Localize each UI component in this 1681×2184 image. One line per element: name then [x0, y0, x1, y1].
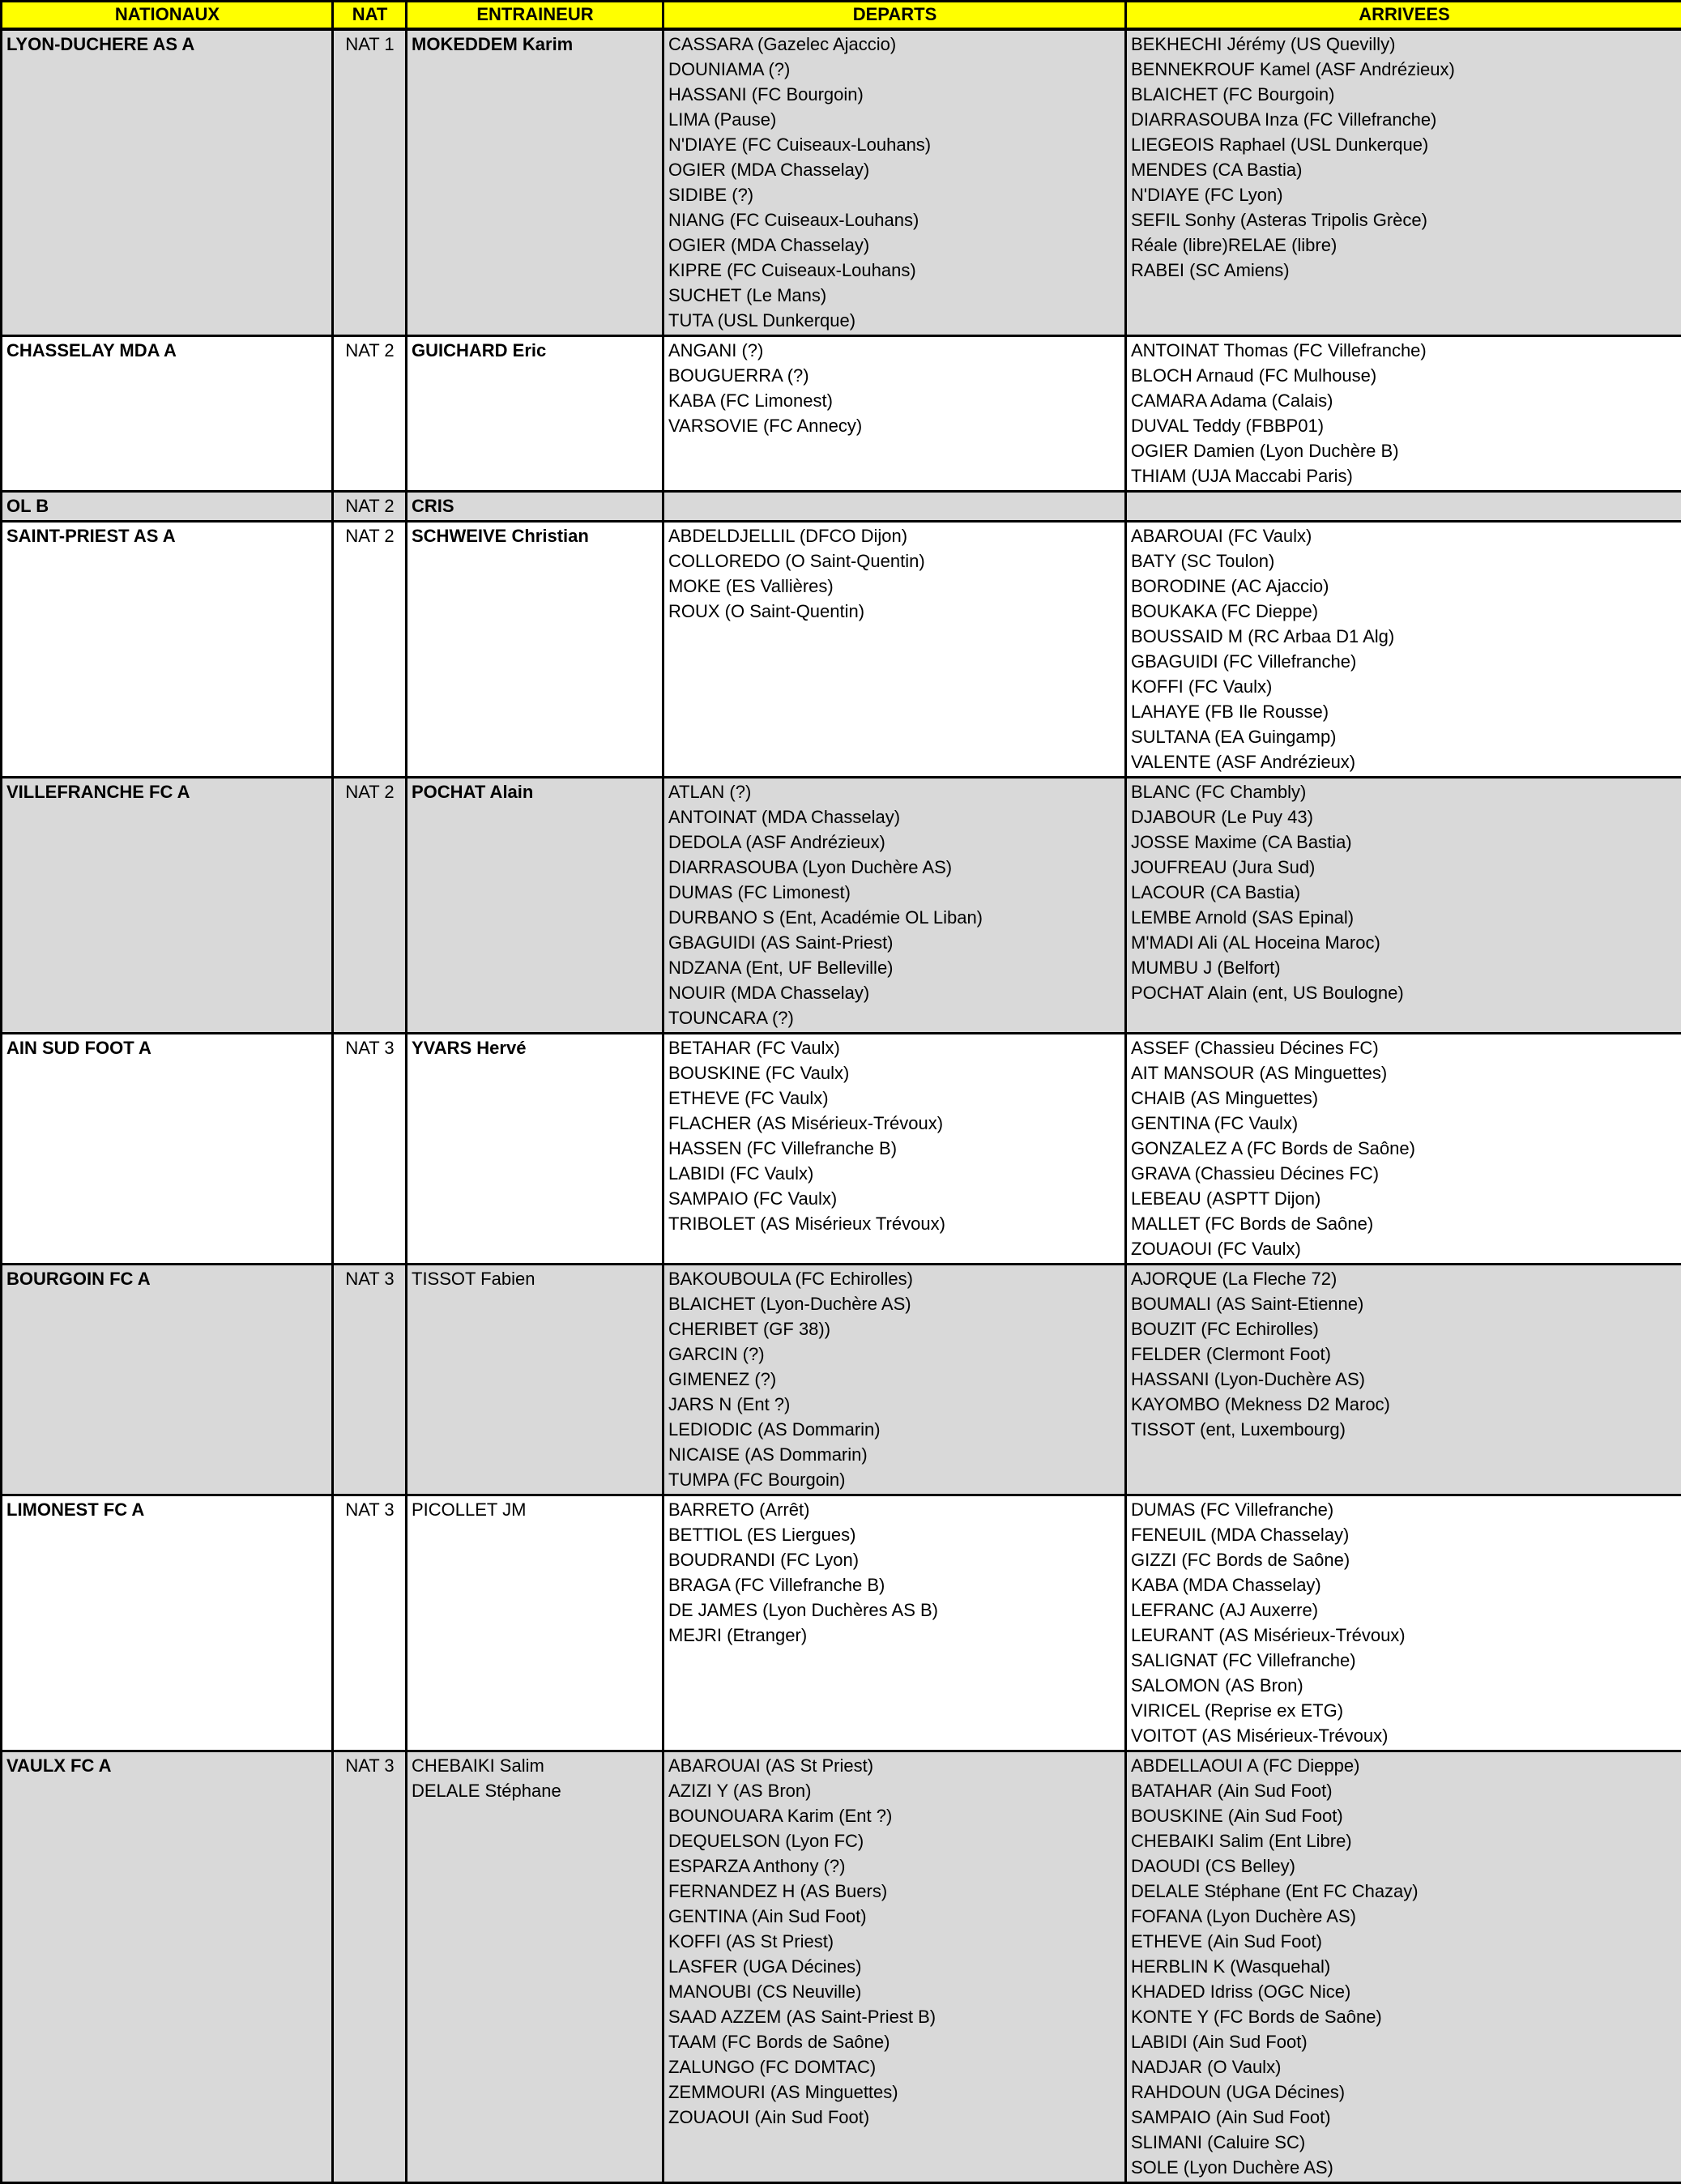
arrivees-cell [1126, 336, 1681, 492]
depart-entry: SAMPAIO (FC Vaulx) [668, 1186, 1121, 1211]
depart-entry: DIARRASOUBA (Lyon Duchère AS) [668, 855, 1121, 880]
coach-cell [407, 1751, 663, 2183]
club-cell: VAULX FC A [2, 1751, 333, 2183]
arrivee-entry: BEKHECHI Jérémy (US Quevilly) [1131, 32, 1678, 57]
coach-cell [407, 778, 663, 1034]
coach-name: SCHWEIVE Christian [412, 523, 659, 548]
depart-entry: TOUNCARA (?) [668, 1005, 1121, 1030]
depart-entry: SAAD AZZEM (AS Saint-Priest B) [668, 2004, 1121, 2029]
nat-cell: NAT 2 [333, 778, 407, 1034]
departs-cell [663, 492, 1126, 522]
nat-cell: NAT 3 [333, 1265, 407, 1495]
coach-name: CRIS [412, 493, 659, 518]
arrivee-entry: FELDER (Clermont Foot) [1131, 1342, 1678, 1367]
arrivee-entry: JOSSE Maxime (CA Bastia) [1131, 830, 1678, 855]
table-row [2, 1495, 1681, 1751]
arrivee-entry: GIZZI (FC Bords de Saône) [1131, 1547, 1678, 1572]
arrivee-entry: HASSANI (Lyon-Duchère AS) [1131, 1367, 1678, 1392]
depart-entry: KABA (FC Limonest) [668, 388, 1121, 413]
depart-entry: BOUNOUARA Karim (Ent ?) [668, 1803, 1121, 1828]
depart-entry: AZIZI Y (AS Bron) [668, 1778, 1121, 1803]
arrivee-entry: HERBLIN K (Wasquehal) [1131, 1954, 1678, 1979]
depart-entry: LEDIODIC (AS Dommarin) [668, 1417, 1121, 1442]
arrivee-entry: SEFIL Sonhy (Asteras Tripolis Grèce) [1131, 207, 1678, 232]
club-cell: VILLEFRANCHE FC A [2, 778, 333, 1034]
header-nat: NAT [333, 2, 407, 30]
arrivee-entry: CHEBAIKI Salim (Ent Libre) [1131, 1828, 1678, 1853]
header-entraineur: ENTRAINEUR [407, 2, 663, 30]
nat-cell: NAT 3 [333, 1034, 407, 1265]
depart-entry: ESPARZA Anthony (?) [668, 1853, 1121, 1879]
arrivee-entry: SOLE (Lyon Duchère AS) [1131, 2155, 1678, 2180]
depart-entry: BOUGUERRA (?) [668, 363, 1121, 388]
arrivee-entry: LEMBE Arnold (SAS Epinal) [1131, 905, 1678, 930]
nat-cell: NAT 3 [333, 1751, 407, 2183]
arrivee-entry: M'MADI Ali (AL Hoceina Maroc) [1131, 930, 1678, 955]
arrivee-entry: FOFANA (Lyon Duchère AS) [1131, 1904, 1678, 1929]
arrivee-entry: KAYOMBO (Mekness D2 Maroc) [1131, 1392, 1678, 1417]
departs-cell [663, 336, 1126, 492]
arrivee-entry: ABAROUAI (FC Vaulx) [1131, 523, 1678, 548]
departs-cell [663, 29, 1126, 336]
table-row [2, 336, 1681, 492]
arrivee-entry: DAOUDI (CS Belley) [1131, 1853, 1678, 1879]
arrivees-cell [1126, 778, 1681, 1034]
arrivee-entry: GONZALEZ A (FC Bords de Saône) [1131, 1136, 1678, 1161]
arrivees-cell [1126, 1265, 1681, 1495]
depart-entry: TUMPA (FC Bourgoin) [668, 1467, 1121, 1492]
depart-entry: ATLAN (?) [668, 779, 1121, 804]
arrivees-cell [1126, 29, 1681, 336]
depart-entry: DUMAS (FC Limonest) [668, 880, 1121, 905]
arrivee-entry: LEFRANC (AJ Auxerre) [1131, 1597, 1678, 1623]
coach-name: GUICHARD Eric [412, 338, 659, 363]
depart-entry: DURBANO S (Ent, Académie OL Liban) [668, 905, 1121, 930]
arrivee-entry: DUMAS (FC Villefranche) [1131, 1497, 1678, 1522]
depart-entry: GBAGUIDI (AS Saint-Priest) [668, 930, 1121, 955]
depart-entry: JARS N (Ent ?) [668, 1392, 1121, 1417]
depart-entry: DEDOLA (ASF Andrézieux) [668, 830, 1121, 855]
arrivee-entry: ETHEVE (Ain Sud Foot) [1131, 1929, 1678, 1954]
depart-entry: CASSARA (Gazelec Ajaccio) [668, 32, 1121, 57]
arrivee-entry: KABA (MDA Chasselay) [1131, 1572, 1678, 1597]
nat-cell: NAT 2 [333, 522, 407, 778]
arrivee-entry: SAMPAIO (Ain Sud Foot) [1131, 2105, 1678, 2130]
club-cell: LIMONEST FC A [2, 1495, 333, 1751]
arrivee-entry: DIARRASOUBA Inza (FC Villefranche) [1131, 107, 1678, 132]
club-cell: AIN SUD FOOT A [2, 1034, 333, 1265]
depart-entry: ABAROUAI (AS St Priest) [668, 1753, 1121, 1778]
depart-entry: SUCHET (Le Mans) [668, 283, 1121, 308]
depart-entry: DE JAMES (Lyon Duchères AS B) [668, 1597, 1121, 1623]
arrivee-entry: VALENTE (ASF Andrézieux) [1131, 749, 1678, 774]
table-row [2, 1265, 1681, 1495]
arrivee-entry: ANTOINAT Thomas (FC Villefranche) [1131, 338, 1678, 363]
arrivee-entry: BLOCH Arnaud (FC Mulhouse) [1131, 363, 1678, 388]
nat-cell: NAT 2 [333, 492, 407, 522]
arrivee-entry: THIAM (UJA Maccabi Paris) [1131, 463, 1678, 488]
arrivee-entry: VOITOT (AS Misérieux-Trévoux) [1131, 1723, 1678, 1748]
arrivees-cell [1126, 522, 1681, 778]
arrivee-entry: ABDELLAOUI A (FC Dieppe) [1131, 1753, 1678, 1778]
header-arrivees: ARRIVEES [1126, 2, 1681, 30]
depart-entry: ZOUAOUI (Ain Sud Foot) [668, 2105, 1121, 2130]
depart-entry: NDZANA (Ent, UF Belleville) [668, 955, 1121, 980]
depart-entry: BETAHAR (FC Vaulx) [668, 1035, 1121, 1060]
depart-entry: LASFER (UGA Décines) [668, 1954, 1121, 1979]
arrivee-entry: SULTANA (EA Guingamp) [1131, 724, 1678, 749]
depart-entry: NICAISE (AS Dommarin) [668, 1442, 1121, 1467]
table-row [2, 778, 1681, 1034]
depart-entry: MANOUBI (CS Neuville) [668, 1979, 1121, 2004]
arrivee-entry: BORODINE (AC Ajaccio) [1131, 574, 1678, 599]
arrivee-entry: GRAVA (Chassieu Décines FC) [1131, 1161, 1678, 1186]
arrivee-entry: KOFFI (FC Vaulx) [1131, 674, 1678, 699]
depart-entry: TRIBOLET (AS Misérieux Trévoux) [668, 1211, 1121, 1236]
arrivee-entry: BENNEKROUF Kamel (ASF Andrézieux) [1131, 57, 1678, 82]
coach-name: POCHAT Alain [412, 779, 659, 804]
arrivee-entry: LEBEAU (ASPTT Dijon) [1131, 1186, 1678, 1211]
departs-cell [663, 1034, 1126, 1265]
depart-entry: COLLOREDO (O Saint-Quentin) [668, 548, 1121, 574]
depart-entry: GIMENEZ (?) [668, 1367, 1121, 1392]
arrivee-entry: AIT MANSOUR (AS Minguettes) [1131, 1060, 1678, 1086]
arrivee-entry: DJABOUR (Le Puy 43) [1131, 804, 1678, 830]
depart-entry: LABIDI (FC Vaulx) [668, 1161, 1121, 1186]
club-cell: BOURGOIN FC A [2, 1265, 333, 1495]
departs-cell [663, 1265, 1126, 1495]
arrivees-cell [1126, 1751, 1681, 2183]
depart-entry: LIMA (Pause) [668, 107, 1121, 132]
arrivee-entry: POCHAT Alain (ent, US Boulogne) [1131, 980, 1678, 1005]
arrivee-entry: MALLET (FC Bords de Saône) [1131, 1211, 1678, 1236]
coach-cell [407, 522, 663, 778]
arrivee-entry: FENEUIL (MDA Chasselay) [1131, 1522, 1678, 1547]
arrivee-entry: LACOUR (CA Bastia) [1131, 880, 1678, 905]
arrivee-entry: CHAIB (AS Minguettes) [1131, 1086, 1678, 1111]
arrivee-entry: NADJAR (O Vaulx) [1131, 2054, 1678, 2079]
depart-entry: MOKE (ES Vallières) [668, 574, 1121, 599]
depart-entry: GARCIN (?) [668, 1342, 1121, 1367]
coach-cell [407, 336, 663, 492]
depart-entry: BRAGA (FC Villefranche B) [668, 1572, 1121, 1597]
arrivee-entry: N'DIAYE (FC Lyon) [1131, 182, 1678, 207]
depart-entry: OGIER (MDA Chasselay) [668, 157, 1121, 182]
depart-entry: FLACHER (AS Misérieux-Trévoux) [668, 1111, 1121, 1136]
arrivee-entry: LABIDI (Ain Sud Foot) [1131, 2029, 1678, 2054]
depart-entry: ABDELDJELLIL (DFCO Dijon) [668, 523, 1121, 548]
arrivee-entry: RAHDOUN (UGA Décines) [1131, 2079, 1678, 2105]
arrivee-entry: BOUZIT (FC Echirolles) [1131, 1316, 1678, 1342]
departs-cell [663, 778, 1126, 1034]
arrivee-entry: LIEGEOIS Raphael (USL Dunkerque) [1131, 132, 1678, 157]
depart-entry: ROUX (O Saint-Quentin) [668, 599, 1121, 624]
coach-cell [407, 1495, 663, 1751]
table-row [2, 29, 1681, 336]
depart-entry: DOUNIAMA (?) [668, 57, 1121, 82]
depart-entry: ZEMMOURI (AS Minguettes) [668, 2079, 1121, 2105]
coach-name: YVARS Hervé [412, 1035, 659, 1060]
depart-entry: MEJRI (Etranger) [668, 1623, 1121, 1648]
depart-entry: BOUSKINE (FC Vaulx) [668, 1060, 1121, 1086]
coach-cell [407, 1034, 663, 1265]
coach-cell [407, 1265, 663, 1495]
arrivee-entry: OGIER Damien (Lyon Duchère B) [1131, 438, 1678, 463]
club-cell: OL B [2, 492, 333, 522]
arrivee-entry: CAMARA Adama (Calais) [1131, 388, 1678, 413]
depart-entry: KOFFI (AS St Priest) [668, 1929, 1121, 1954]
arrivee-entry: AJORQUE (La Fleche 72) [1131, 1266, 1678, 1291]
depart-entry: BETTIOL (ES Liergues) [668, 1522, 1121, 1547]
table-header [2, 2, 1681, 30]
arrivee-entry: BLAICHET (FC Bourgoin) [1131, 82, 1678, 107]
departs-cell [663, 522, 1126, 778]
transfer-table-body [2, 29, 1681, 2183]
arrivee-entry: BOUSKINE (Ain Sud Foot) [1131, 1803, 1678, 1828]
coach-name: DELALE Stéphane [412, 1778, 659, 1803]
depart-entry: HASSEN (FC Villefranche B) [668, 1136, 1121, 1161]
depart-entry: ETHEVE (FC Vaulx) [668, 1086, 1121, 1111]
depart-entry: HASSANI (FC Bourgoin) [668, 82, 1121, 107]
arrivee-entry: KHADED Idriss (OGC Nice) [1131, 1979, 1678, 2004]
nat-cell: NAT 3 [333, 1495, 407, 1751]
depart-entry: BLAICHET (Lyon-Duchère AS) [668, 1291, 1121, 1316]
arrivee-entry: SALIGNAT (FC Villefranche) [1131, 1648, 1678, 1673]
depart-entry: FERNANDEZ H (AS Buers) [668, 1879, 1121, 1904]
depart-entry: ZALUNGO (FC DOMTAC) [668, 2054, 1121, 2079]
coach-cell [407, 29, 663, 336]
arrivee-entry: RABEI (SC Amiens) [1131, 258, 1678, 283]
arrivee-entry: VIRICEL (Reprise ex ETG) [1131, 1698, 1678, 1723]
arrivees-cell [1126, 492, 1681, 522]
arrivees-cell [1126, 1495, 1681, 1751]
coach-name: MOKEDDEM Karim [412, 32, 659, 57]
arrivee-entry: KONTE Y (FC Bords de Saône) [1131, 2004, 1678, 2029]
arrivee-entry: MUMBU J (Belfort) [1131, 955, 1678, 980]
coach-name: CHEBAIKI Salim [412, 1753, 659, 1778]
arrivee-entry: DELALE Stéphane (Ent FC Chazay) [1131, 1879, 1678, 1904]
nat-cell: NAT 1 [333, 29, 407, 336]
arrivee-entry: LEURANT (AS Misérieux-Trévoux) [1131, 1623, 1678, 1648]
table-row [2, 522, 1681, 778]
arrivee-entry: BOUKAKA (FC Dieppe) [1131, 599, 1678, 624]
depart-entry: GENTINA (Ain Sud Foot) [668, 1904, 1121, 1929]
club-cell: LYON-DUCHERE AS A [2, 29, 333, 336]
depart-entry: TUTA (USL Dunkerque) [668, 308, 1121, 333]
depart-entry: BOUDRANDI (FC Lyon) [668, 1547, 1121, 1572]
arrivee-entry: SALOMON (AS Bron) [1131, 1673, 1678, 1698]
depart-entry: SIDIBE (?) [668, 182, 1121, 207]
arrivee-entry: BOUMALI (AS Saint-Etienne) [1131, 1291, 1678, 1316]
coach-cell [407, 492, 663, 522]
depart-entry: BAKOUBOULA (FC Echirolles) [668, 1266, 1121, 1291]
arrivee-entry: SLIMANI (Caluire SC) [1131, 2130, 1678, 2155]
depart-entry: NIANG (FC Cuiseaux-Louhans) [668, 207, 1121, 232]
depart-entry: N'DIAYE (FC Cuiseaux-Louhans) [668, 132, 1121, 157]
depart-entry: ANGANI (?) [668, 338, 1121, 363]
arrivee-entry: ZOUAOUI (FC Vaulx) [1131, 1236, 1678, 1261]
table-row [2, 1034, 1681, 1265]
coach-name: PICOLLET JM [412, 1497, 659, 1522]
depart-entry: BARRETO (Arrêt) [668, 1497, 1121, 1522]
arrivee-entry: MENDES (CA Bastia) [1131, 157, 1678, 182]
depart-entry: CHERIBET (GF 38)) [668, 1316, 1121, 1342]
arrivee-entry: DUVAL Teddy (FBBP01) [1131, 413, 1678, 438]
arrivee-entry: ASSEF (Chassieu Décines FC) [1131, 1035, 1678, 1060]
arrivee-entry: GBAGUIDI (FC Villefranche) [1131, 649, 1678, 674]
depart-entry: ANTOINAT (MDA Chasselay) [668, 804, 1121, 830]
coach-name: TISSOT Fabien [412, 1266, 659, 1291]
depart-entry: TAAM (FC Bords de Saône) [668, 2029, 1121, 2054]
arrivee-entry: LAHAYE (FB Ile Rousse) [1131, 699, 1678, 724]
arrivee-entry: GENTINA (FC Vaulx) [1131, 1111, 1678, 1136]
header-nationaux: NATIONAUX [2, 2, 333, 30]
arrivee-entry: BATAHAR (Ain Sud Foot) [1131, 1778, 1678, 1803]
departs-cell [663, 1495, 1126, 1751]
depart-entry: KIPRE (FC Cuiseaux-Louhans) [668, 258, 1121, 283]
arrivee-entry: JOUFREAU (Jura Sud) [1131, 855, 1678, 880]
arrivee-entry: BOUSSAID M (RC Arbaa D1 Alg) [1131, 624, 1678, 649]
arrivee-entry: BATY (SC Toulon) [1131, 548, 1678, 574]
depart-entry: OGIER (MDA Chasselay) [668, 232, 1121, 258]
arrivee-entry: BLANC (FC Chambly) [1131, 779, 1678, 804]
arrivee-entry: Réale (libre)RELAE (libre) [1131, 232, 1678, 258]
arrivee-entry: TISSOT (ent, Luxembourg) [1131, 1417, 1678, 1442]
arrivees-cell [1126, 1034, 1681, 1265]
club-cell: SAINT-PRIEST AS A [2, 522, 333, 778]
departs-cell [663, 1751, 1126, 2183]
depart-entry: DEQUELSON (Lyon FC) [668, 1828, 1121, 1853]
club-cell: CHASSELAY MDA A [2, 336, 333, 492]
header-departs: DEPARTS [663, 2, 1126, 30]
table-row [2, 492, 1681, 522]
table-row [2, 1751, 1681, 2183]
depart-entry: NOUIR (MDA Chasselay) [668, 980, 1121, 1005]
depart-entry: VARSOVIE (FC Annecy) [668, 413, 1121, 438]
nat-cell: NAT 2 [333, 336, 407, 492]
